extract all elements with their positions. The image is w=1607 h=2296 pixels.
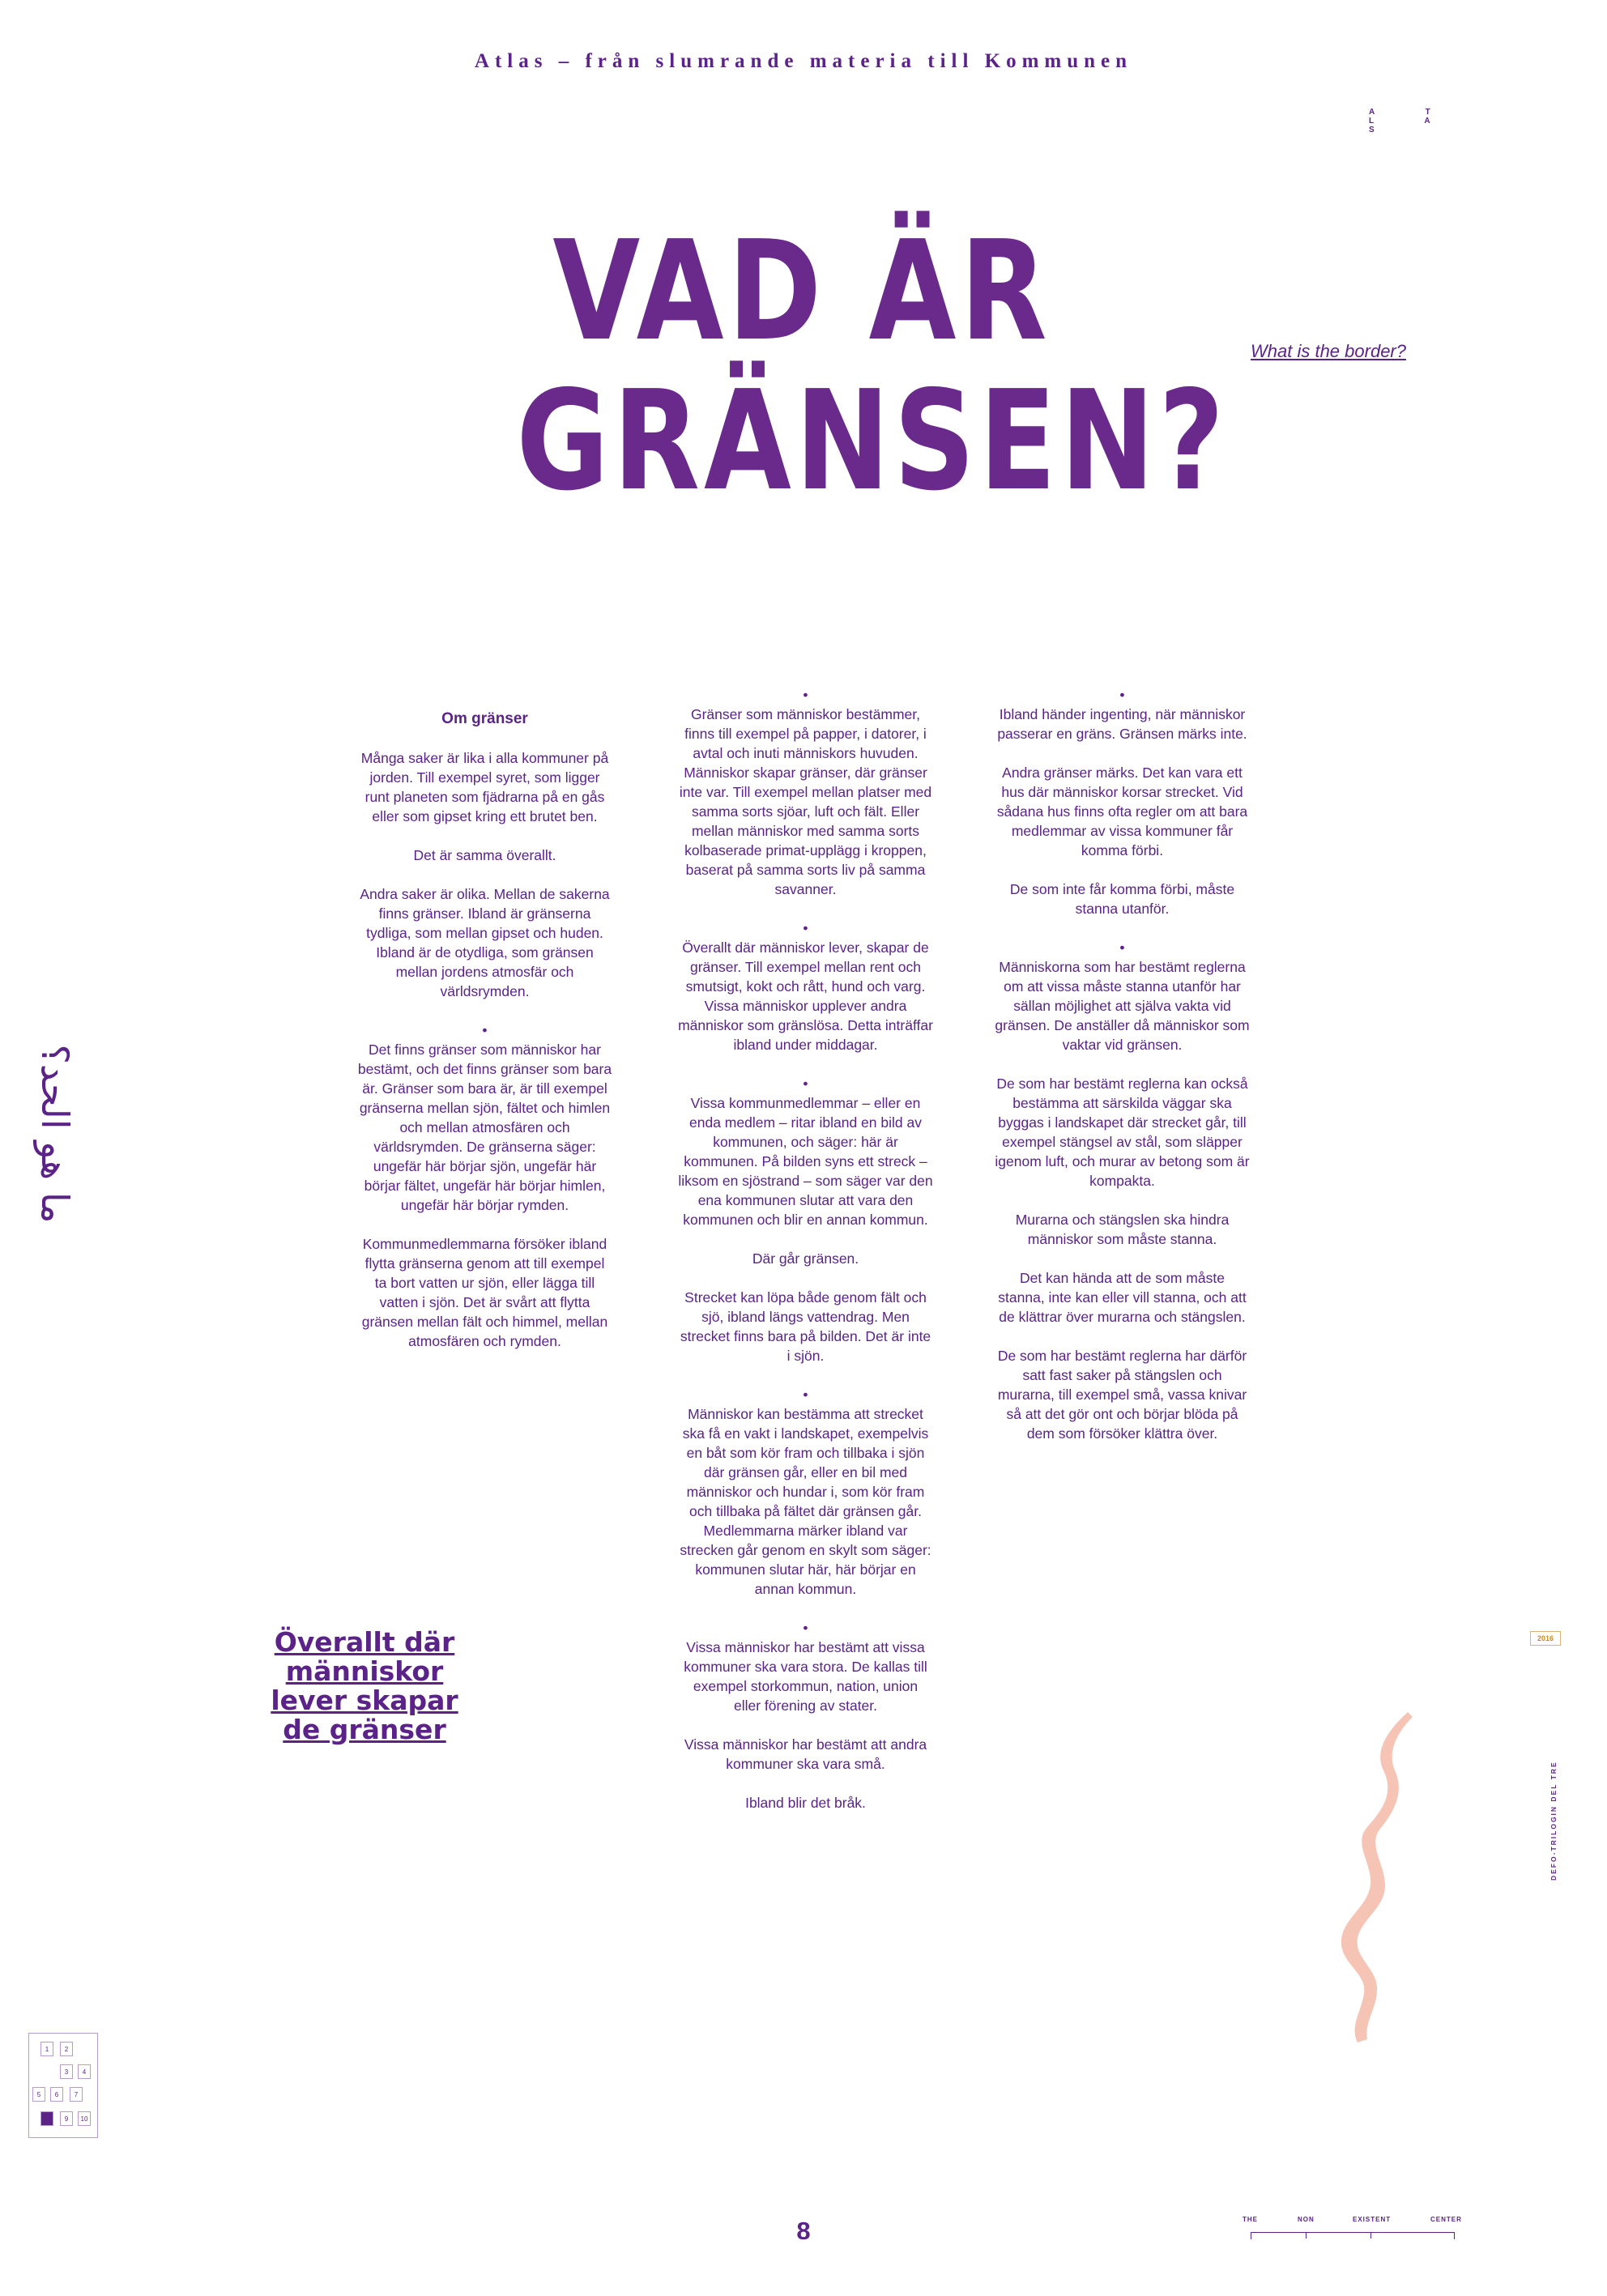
paragraph: Människorna som har bestämt reglerna om att vissa måste stanna utanför har sällan möjlighet att själva vakta vid gränsen. De anställer då människor som vaktar vid gränsen. (995, 959, 1250, 1053)
nav-page-4[interactable]: 4 (78, 2064, 91, 2079)
footer-ruler-tick (1370, 2232, 1371, 2238)
border-shape-illustration (1325, 1706, 1414, 2046)
paragraph: De som har bestämt reglerna kan också bestämma att särskilda väggar ska byggas i landskapet där strecket går, till exempel stängsel av stål, som släpper igenom luft, och murar av betong som är kompakta. (995, 1076, 1250, 1189)
text-column-3 (995, 685, 1250, 1463)
page-headline (516, 211, 1229, 522)
section-separator: • (1119, 687, 1125, 703)
paragraph: Det är samma överallt. (413, 847, 556, 863)
series-label: DEFO-TRILOGIN DEL TRE (1549, 1761, 1558, 1881)
section-separator: • (1119, 939, 1125, 956)
text-column-1 (357, 709, 612, 1370)
text-column-2 (678, 685, 933, 1832)
paragraph: Överallt där människor lever, skapar de gränser. Till exempel mellan rent och smutsigt, kokt och rått, hund och varg. Vissa människor upplever andra människor som gränslösa. Detta inträffar ibland under middagar. (678, 939, 933, 1053)
section-separator: • (803, 1387, 808, 1403)
nav-page-9[interactable]: 9 (60, 2111, 73, 2126)
column-heading: Om gränser (441, 710, 528, 727)
section-separator: • (803, 920, 808, 936)
section-separator: • (803, 1620, 808, 1636)
paragraph: Där går gränsen. (752, 1250, 859, 1267)
paragraph: Det finns gränser som människor har bestämt, och det finns gränser som bara är. Gränser som bara är, är till exempel gränserna mellan sjön, fältet och himlen och mellan atmosfären och världsrymden. De gränserna säger: ungefär här börjar sjön, ungefär här börjar fältet, ungefär här börjar himlen, ungefär här börjar rymden. (357, 1042, 612, 1213)
paragraph: Det kan hända att de som måste stanna, inte kan eller vill stanna, och att de klättrar över murarna och stängslen. (998, 1270, 1247, 1325)
paragraph: Kommunmedlemmarna försöker ibland flytta gränserna genom att till exempel ta bort vatten ur sjön, eller lägga till vatten i sjön. Det är svårt att flytta gränsen mellan fält och himmel, mellan atmosfären och rymden. (361, 1236, 608, 1349)
paragraph: Ibland blir det bråk. (745, 1795, 866, 1811)
paragraph: Vissa människor har bestämt att andra kommuner ska vara små. (684, 1736, 927, 1772)
nav-page-2[interactable]: 2 (60, 2042, 73, 2056)
headline-line-2: GRÄNSEN? (516, 361, 1229, 522)
pull-quote-link[interactable]: Överallt där människor lever skapar de gränser (271, 1626, 458, 1745)
paragraph: Ibland händer ingenting, när människor passerar en gräns. Gränsen märks inte. (997, 706, 1247, 742)
page-navigation-grid (28, 2033, 98, 2138)
headline-line-1: VAD ÄR (552, 211, 1051, 372)
section-separator: • (803, 1076, 808, 1092)
paragraph: Människor kan bestämma att strecket ska få en vakt i landskapet, exempelvis en båt som kör fram och tillbaka i sjön där gränsen går, eller en bil med människor och hundar i, som kör fram och tillbaka på fältet där gränsen går. Medlemmarna märker ibland var strecken går genom en skylt som säger: kommunen slutar här, här börjar en annan kommun. (680, 1406, 931, 1597)
nav-page-1[interactable]: 1 (40, 2042, 53, 2056)
section-label: A T L A S (1369, 108, 1455, 134)
paragraph: De som inte får komma förbi, måste stanna utanför. (1009, 881, 1235, 917)
section-separator: • (482, 1022, 488, 1038)
nav-page-3[interactable]: 3 (60, 2064, 73, 2079)
paragraph: Strecket kan löpa både genom fält och sjö, ibland längs vattendrag. Men strecket finns bara på bilden. Det är inte i sjön. (680, 1289, 931, 1364)
publication-title: Atlas – från slumrande materia till Kommunen (474, 50, 1133, 72)
paragraph: Murarna och stängslen ska hindra människor som måste stanna. (1015, 1212, 1230, 1247)
paragraph: Många saker är lika i alla kommuner på jorden. Till exempel syret, som ligger runt planeten som fjädrarna på en gås eller som gipset kring ett brutet ben. (360, 750, 609, 824)
nav-page-7[interactable]: 7 (70, 2087, 83, 2102)
footer-label: NON (1298, 2216, 1315, 2223)
section-separator: • (803, 687, 808, 703)
footer-label: THE (1243, 2216, 1258, 2223)
footer-ruler (1239, 2216, 1466, 2240)
nav-page-8-active[interactable]: 8 (40, 2111, 53, 2126)
paragraph: Andra saker är olika. Mellan de sakerna finns gränser. Ibland är gränserna tydliga, som mellan gipset och huden. Ibland är de otydliga, som gränsen mellan jordens atmosfär och världsrymden. (360, 886, 610, 999)
paragraph: Vissa kommunmedlemmar – eller en enda medlem – ritar ibland en bild av kommunen, och säger: här är kommunen. På bilden syns ett streck – liksom en sjöstrand – som säger var den ena kommunen slutar att vara den kommunen och blir en annan kommun. (678, 1095, 933, 1228)
paragraph: Andra gränser märks. Det kan vara ett hus där människor korsar strecket. Vid sådana hus finns ofta regler om att bara medlemmar av vissa kommuner får komma förbi. (996, 765, 1248, 858)
english-translation-link[interactable]: What is the border? (1251, 341, 1406, 361)
footer-label: EXISTENT (1353, 2216, 1392, 2223)
nav-page-10[interactable]: 10 (78, 2111, 91, 2126)
year-badge: 2016 (1530, 1631, 1561, 1646)
paragraph: De som har bestämt reglerna har därför satt fast saker på stängslen och murarna, till exempel små, vassa knivar så att det gör ont och börjar blöda på dem som försöker klättra över. (997, 1348, 1247, 1442)
nav-page-6[interactable]: 6 (50, 2087, 63, 2102)
paragraph: Gränser som människor bestämmer, finns till exempel på papper, i datorer, i avtal och inuti människors huvuden. Människor skapar gränser, där gränser inte var. Till exempel mellan platser med samma sorts sjöar, luft och fält. Eller mellan människor med samma sorts kolbaserade primat-upplägg i kroppen, baserat på samma sorts liv på samma savanner. (679, 706, 932, 897)
paragraph: Vissa människor har bestämt att vissa kommuner ska vara stora. De kallas till exempel storkommun, nation, union eller förening av stater. (684, 1639, 927, 1714)
arabic-translation: ما هو الحد؟ (33, 1044, 77, 1224)
nav-page-5[interactable]: 5 (32, 2087, 45, 2102)
footer-ruler-line (1251, 2232, 1455, 2239)
footer-label: CENTER (1430, 2216, 1462, 2223)
page-number: 8 (796, 2217, 811, 2245)
